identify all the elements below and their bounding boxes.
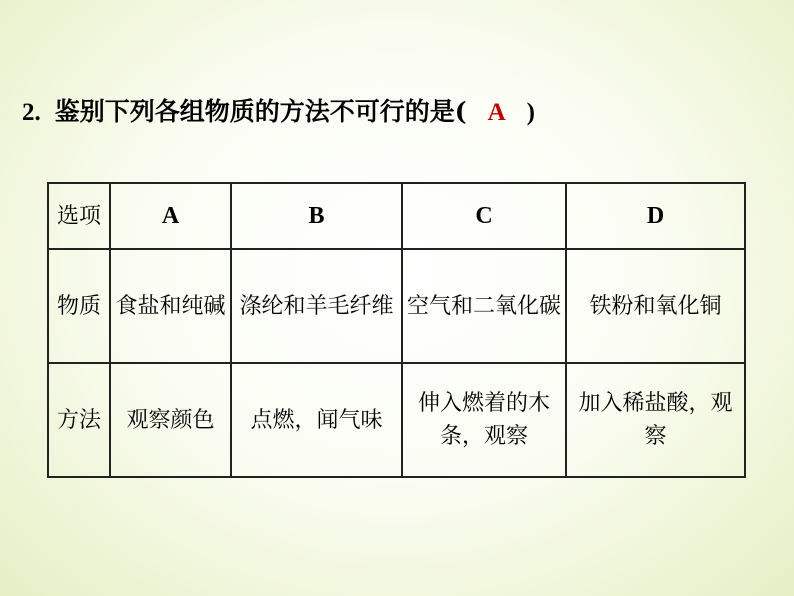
table-cell: 涤纶和羊毛纤维	[231, 249, 402, 363]
answer-mark: A	[487, 99, 506, 126]
table-cell: 空气和二氧化碳	[402, 249, 566, 363]
column-header-c: C	[402, 183, 566, 249]
column-header-a: A	[110, 183, 231, 249]
column-header-b: B	[231, 183, 402, 249]
question-number: 2.	[22, 99, 41, 126]
table-row-substance	[48, 249, 745, 363]
table-header-row	[48, 183, 745, 249]
comparison-table	[47, 182, 746, 478]
table-cell: 观察颜色	[110, 363, 231, 477]
table-cell: 食盐和纯碱	[110, 249, 231, 363]
table-cell: 铁粉和氧化铜	[566, 249, 745, 363]
row-label-substance: 物质	[48, 249, 110, 363]
table-row-method	[48, 363, 745, 477]
table-cell: 伸入燃着的木条，观察	[402, 363, 566, 477]
table-cell: 点燃，闻气味	[231, 363, 402, 477]
question-stem: 鉴别下列各组物质的方法不可行的是(	[54, 97, 467, 126]
closing-paren: )	[526, 99, 535, 126]
header-label-cell: 选项	[48, 183, 110, 249]
column-header-d: D	[566, 183, 745, 249]
question-text-line	[22, 96, 535, 129]
table-cell: 加入稀盐酸，观察	[566, 363, 745, 477]
row-label-method: 方法	[48, 363, 110, 477]
